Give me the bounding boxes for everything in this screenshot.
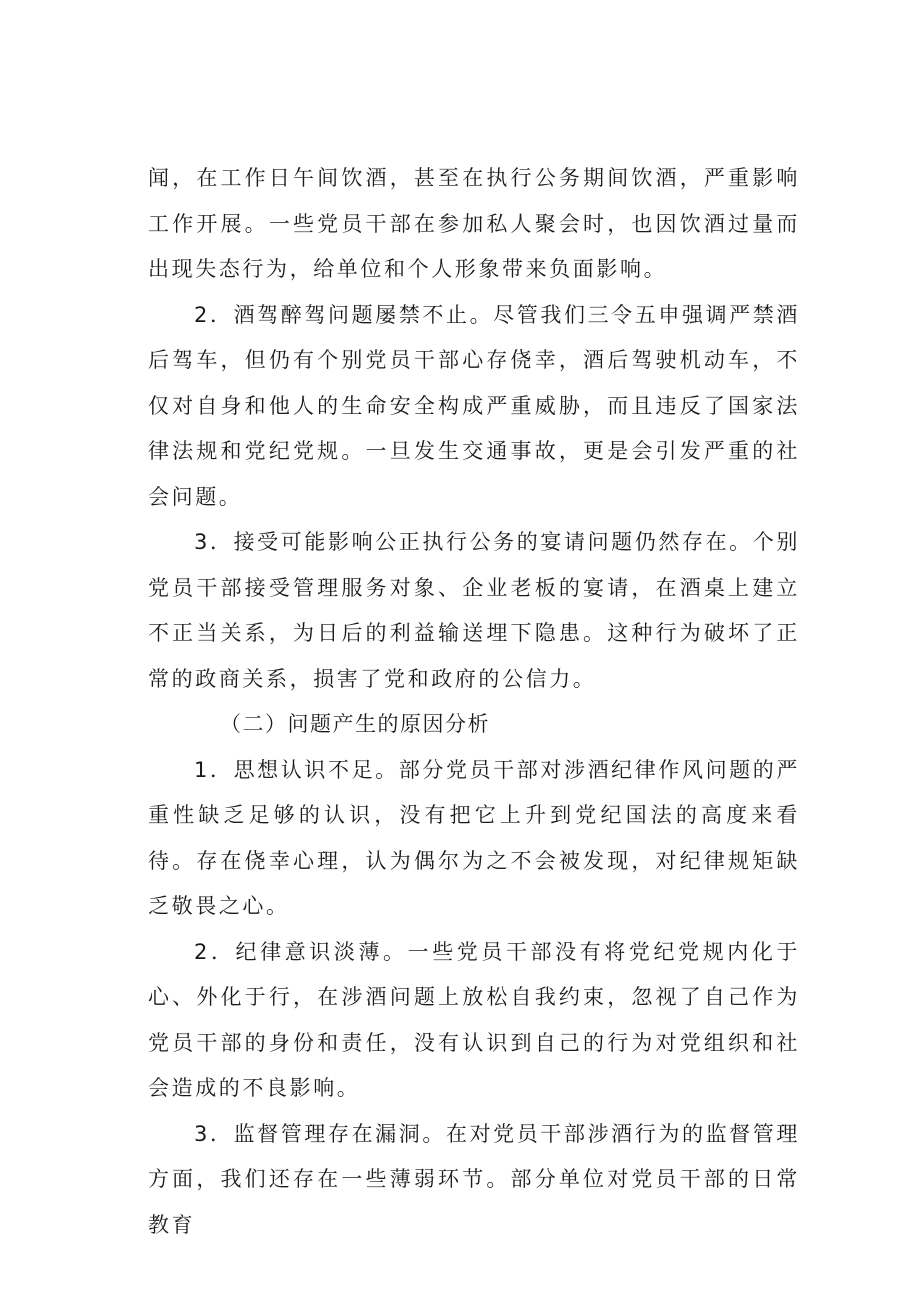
- paragraph-supervision: 3．监督管理存在漏洞。在对党员干部涉酒行为的监督管理方面，我们还存在一些薄弱环节。部分单位对党员干部的日常教育: [148, 1121, 800, 1237]
- section-heading-causes: （二）问题产生的原因分析: [220, 712, 490, 736]
- paragraph-discipline: 2．纪律意识淡薄。一些党员干部没有将党纪党规内化于心、外化于行，在涉酒问题上放松自我约束，忽视了自己作为党员干部的身份和责任，没有认识到自己的行为对党组织和社会造成的不良影响。: [148, 939, 800, 1100]
- paragraph-banquet: 3．接受可能影响公正执行公务的宴请问题仍然存在。个别党员干部接受管理服务对象、企业老板的宴请，在酒桌上建立不正当关系，为日后的利益输送埋下隐患。这种行为破坏了正常的政商关系，损害了党和政府的公信力。: [148, 530, 800, 691]
- paragraph-awareness: 1．思想认识不足。部分党员干部对涉酒纪律作风问题的严重性缺乏足够的认识，没有把它上升到党纪国法的高度来看待。存在侥幸心理，认为偶尔为之不会被发现，对纪律规矩缺乏敬畏之心。: [148, 757, 800, 918]
- paragraph-continuation: 闻，在工作日午间饮酒，甚至在执行公务期间饮酒，严重影响工作开展。一些党员干部在参加私人聚会时，也因饮酒过量而出现失态行为，给单位和个人形象带来负面影响。: [148, 166, 800, 281]
- paragraph-drunk-driving: 2．酒驾醉驾问题屡禁不止。尽管我们三令五申强调严禁酒后驾车，但仍有个别党员干部心存侥幸，酒后驾驶机动车，不仅对自身和他人的生命安全构成严重威胁，而且违反了国家法律法规和党纪党规。一旦发生交通事故，更是会引发严重的社会问题。: [148, 302, 800, 509]
- document-body: [148, 156, 800, 1248]
